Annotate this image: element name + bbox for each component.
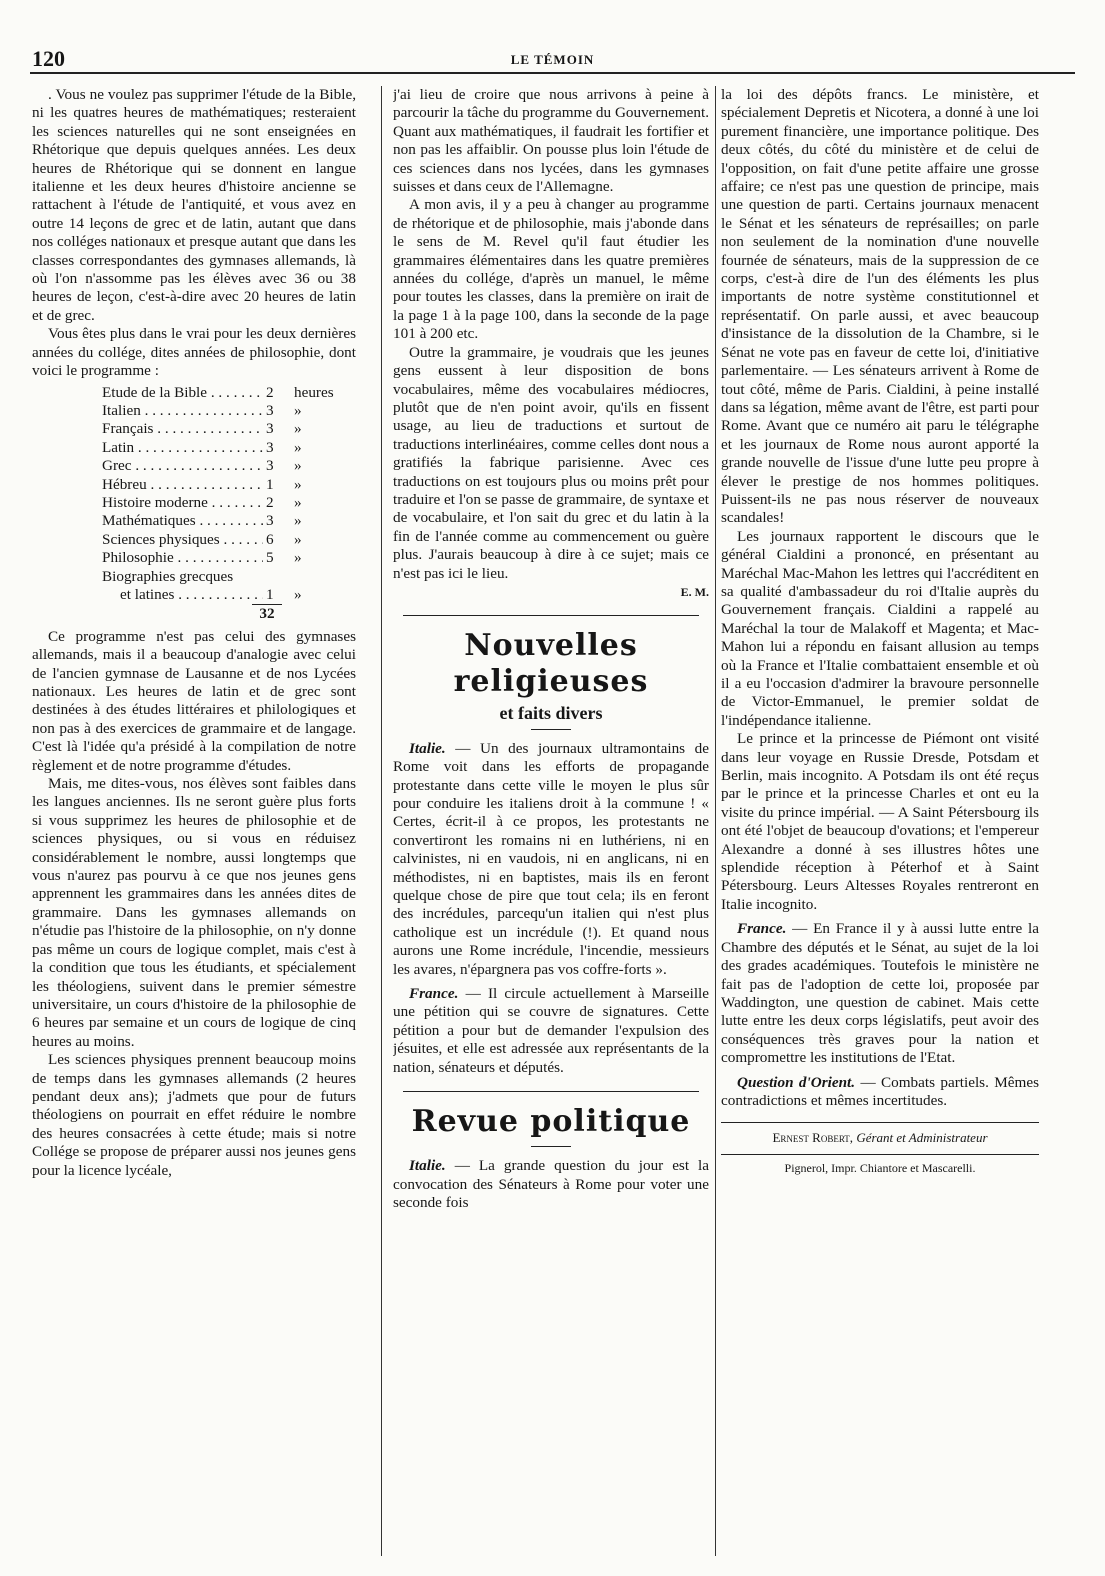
subject-unit: heures [294, 383, 334, 401]
schedule-row [102, 512, 342, 530]
schedule-row [102, 531, 342, 549]
news-text: — En France il y à aussi lutte entre la Chambre des députés et le Sénat, au sujet de la loi des grades académiques. Toutefois le ministère ne fait pas de l'adoption de cette loi, proposée par Waddington, une question de cabinet. Mais cette lutte entre les deux corps législatifs, peut avoir des conséquences très graves pour la nation et compromettre les institutions de l'Etat. [721, 920, 1039, 1067]
subject-unit: » [294, 493, 302, 511]
schedule-row [102, 402, 342, 420]
subject-hours: 1 [263, 476, 294, 494]
manager-name: Ernest Robert, [772, 1130, 854, 1146]
column-1 [32, 86, 356, 1566]
news-item [393, 1157, 709, 1212]
schedule-row [102, 457, 342, 475]
schedule-total: 32 [252, 604, 282, 623]
subject-hours: 3 [263, 512, 294, 530]
column-2 [393, 86, 709, 1566]
paragraph: Mais, me dites-vous, nos élèves sont faibles dans les langues anciennes. Ils ne seront guère plus forts si vous supprimez les heures de philosophie et de sciences physiques, ou si vous en réduisez considérablement le nombre, aussi longtemps que vous n'aurez pas pourvu à ce que nos jeunes gens apprennent les grammaires dans les années dites de grammaire. Dans les gymnases allemands on n'étudie pas l'histoire de la philosophie, on n'y donne pas même un cours de logique complet, mais c'est à la condition que tous les étudiants, et spécialement les théologiens, suivent dans le premier sémestre universitaire, un cours d'histoire de la philosophie de 6 heures par semaine et un cours de logique de cinq heures au moins. [32, 775, 356, 1050]
subject-hours: 3 [263, 457, 294, 475]
subject-name: Latin . . . [102, 439, 263, 457]
subject-hours: 3 [263, 402, 294, 420]
news-item [721, 920, 1039, 1067]
subject-unit: » [294, 475, 302, 493]
paragraph: la loi des dépôts francs. Le ministère, et spécialement Depretis et Nicotera, a donné à une loi purement financière, une importance politique. Des deux côtés, du côté du ministère et de celui de l'opposition, on fait d'une petite affaire une grosse affaire; ce n'est pas une question de principe, mais une question de parti. Certains journaux menacent le Sénat et les sénateurs de représailles; on parle non seulement de la nomination d'une nouvelle fournée de sénateurs, mais de la suppression de ce corps, c'est-à dire de l'un des éléments les plus importants de notre système constitutionnel et représentatif. On parle aussi, et avec beaucoup d'insistance de la dissolution de la Chambre, si le Sénat ne vote pas en faveur de cette loi, d'initiative parlementaire. — Les sénateurs arrivent à Rome de tout côté, même de Paris. Cialdini, à peine installé dans sa légation, même avant de l'être, est parti pour Rome. Avant que ce numéro ait paru le télégraphe et les journaux de Rome nous auront apporté la grande nouvelle de l'issue d'une lutte peu propre à élever le prestige de nos hommes politiques. Puissent-ils ne pas nous réserver de nouveaux scandales! [721, 86, 1039, 527]
schedule-row [102, 494, 342, 512]
column-divider-1 [381, 86, 382, 1556]
program-schedule [102, 384, 342, 624]
country-label: France. [409, 985, 459, 1003]
subject-name: Etude de la Bible . . . [102, 384, 263, 402]
subject-name: Sciences physiques . . . [102, 531, 263, 549]
paragraph: Le prince et la princesse de Piémont ont visité dans leur voyage en Russie Dresde, Potsdam et Berlin, mais incognito. A Potsdam ils ont été reçus par le prince et la princesse Charles et ont eu la visite du prince impérial. — A Saint Pétersbourg ils ont été l'objet de beaucoup d'ovations; et l'empereur Alexandre a donné à ses illustres hôtes une splendide réception à Péterhof et à Saint Pétersbourg. Leurs Altesses Royales rentreront en Italie incognito. [721, 730, 1039, 913]
schedule-row-label: Biographies grecques [102, 567, 234, 585]
section-title: Revue politique [411, 1104, 691, 1140]
subject-unit: » [294, 585, 302, 603]
column-divider-2 [715, 86, 716, 1556]
page-number: 120 [32, 46, 65, 71]
short-rule [531, 729, 571, 730]
paragraph: Ce programme n'est pas celui des gymnases allemands, mais il a beaucoup d'analogie avec celui de l'ancien gymnase de Lausanne et de nos Lycées nationaux. Les heures de latin et de grec sont destinées à des études littéraires et philologiques et non pas à des exercices de grammaire et de langage. C'est là l'idée qu'a présidé à la compilation de notre règlement et de notre programme d'études. [32, 627, 356, 774]
section-rule [403, 615, 699, 616]
subject-unit: » [294, 530, 302, 548]
section-rule [403, 1091, 699, 1092]
subject-unit: » [294, 438, 302, 456]
subject-name: Italien . . . [102, 402, 263, 420]
schedule-row [102, 384, 342, 402]
author-signature: E. M. [680, 584, 709, 599]
schedule-row [102, 476, 342, 494]
short-rule [531, 1146, 571, 1147]
section-title: Nouvelles religieuses [453, 628, 649, 700]
section-subtitle: et faits divers [499, 703, 603, 724]
schedule-row [102, 439, 342, 457]
subject-hours: 6 [263, 531, 294, 549]
subject-name: Histoire moderne . . . [102, 494, 263, 512]
news-text: — Il circule actuellement à Marseille une pétition qui se couvre de signatures. Cette pétition a pour but de demander l'expulsion des jésuites, et elle est adressée aux représentants de la nation, sénateurs et députés. [393, 985, 709, 1076]
subject-unit: » [294, 549, 302, 567]
subject-hours: 3 [263, 439, 294, 457]
publisher-imprint [721, 1122, 1039, 1147]
paragraph: j'ai lieu de croire que nous arrivons à peine à parcourir la tâche du programme du Gouvernement. Quant aux mathématiques, il faudrait les fortifier et non pas les affaiblir. On pousse plus loin l'étude de ces sciences dans nos lycées, dans les gymnases suisses et dans ceux de l'Allemagne. [393, 86, 709, 196]
subject-name: Hébreu . . . [102, 476, 263, 494]
subject-unit: » [294, 457, 302, 475]
subject-hours: 2 [263, 494, 294, 512]
news-text: — La grande question du jour est la convocation des Sénateurs à Rome pour voter une seconde fois [393, 1157, 709, 1211]
column-3 [721, 86, 1039, 1566]
paragraph: Les sciences physiques prennent beaucoup moins de temps dans les gymnases allemands (2 heures pendant deux ans); j'admets que pour de futurs théologiens on pourrait en effet réduire le nombre des heures consacrées à cette étude; mais si notre Collége se propose de préparer aussi nos jeunes gens pour la licence lycéale, [32, 1051, 356, 1179]
subject-name: Mathématiques . . . [102, 512, 263, 530]
subject-name: Grec . . . [102, 457, 263, 475]
subject-name: et latines . . . [102, 586, 263, 604]
news-item [393, 985, 709, 1077]
news-text: — Un des journaux ultramontains de Rome voit dans les efforts de propagande protestante dans cette ville le moyen le plus sûr pour conduire les italiens droit à la commune ! « Certes, écrit-il à ce propos, les protestants ne convertiront les romains ni en luthériens, ni en calvinistes, ni en vaudois, ni en anglicans, ni en méthodistes, ni en baptistes, mais ils en feront quelque chose de pire que tout cela; ils en feront des incrédules, parcequ'un italien qui n'est plus catholique est un incrédule (!). Et quand nous aurons une Rome incrédule, l'incendie, messieurs les avares, n'épargnera pas vos coffre-forts ». [393, 739, 709, 978]
news-item [393, 740, 709, 979]
country-label: Italie. [409, 1157, 446, 1175]
running-title: LE TÉMOIN [510, 52, 595, 67]
subject-name: Français . . . [102, 420, 263, 438]
paragraph: A mon avis, il y a peu à changer au programme de rhétorique et de philosophie, mais j'abonde dans le sens de M. Revel qu'il faut étudier les grammaires élémentaires dans les quatre premières années du collége, d'après un manuel, le même pour toutes les classes, dans la première on irait de la page 1 à la page 100, dans la seconde de la page 101 à 200 etc. [393, 196, 709, 343]
news-text: — Combats partiels. Mêmes contradictions et mêmes incertitudes. [721, 1073, 1039, 1109]
subject-hours: 1 [263, 586, 294, 604]
country-label: France. [737, 920, 787, 938]
subject-hours: 2 [263, 384, 294, 402]
paragraph: Outre la grammaire, je voudrais que les jeunes gens eussent à leur disposition de bons vocabulaires, même des vocabulaires médiocres, plutôt que de n'en point avoir, qu'ils en fissent usage, au lieu de traductions et surtout de traductions interlinéaires, comme celles dont nous a gratifiés la fabrique parisienne. Avec ces traductions on est toujours plus ou moins prêt pour traduire et l'on se passe de grammaire, de syntaxe et de vocabulaire, et l'on sait du grec et du latin à la fin de l'année comme au commencement ou guère plus. J'aurais beaucoup à dire à ce sujet; mais ce n'est pas ici le lieu. [393, 343, 709, 582]
paragraph: Les journaux rapportent le discours que le général Cialdini a prononcé, en présentant au Maréchal Mac-Mahon les lettres qui l'accréditent en sa qualité d'ambassadeur du roi d'Italie auprès du Gouvernement français. Cialdini a rappelé au Maréchal la tour de Malakoff et Magenta; et Mac-Mahon lui a répondu en faisant allusion au temps où la France et l'Italie combattaient ensemble et où il a eu l'occasion d'admirer la bravoure personnelle de Victor-Emmanuel, le premier soldat de l'indépendance italienne. [721, 527, 1039, 729]
schedule-row [102, 549, 342, 567]
paragraph: . Vous ne voulez pas supprimer l'étude de la Bible, ni les quatres heures de mathématiques; resteraient les sciences naturelles qui ne sont enseignées en Rhétorique que depuis quelques années. Les deux heures de Rhétorique qui se donnent en langue italienne et les deux heures d'histoire ancienne se rattachent à l'étude de l'antiquité, et vous avez en outre 14 leçons de grec et de latin, autant que dans nos colléges nationaux et presque autant que dans les classes correspondantes des gymnases allemands, là où l'on n'assomme pas les élèves avec 36 ou 38 heures de leçon, c'est-à-dire avec 20 heures de latin et de grec. [32, 86, 356, 324]
subject-unit: » [294, 512, 302, 530]
news-item [721, 1074, 1039, 1111]
header-rule [30, 72, 1075, 74]
paragraph: Vous êtes plus dans le vrai pour les deux dernières années du collége, dites années de philosophie, dont voici le programme : [32, 325, 356, 380]
subject-unit: » [294, 420, 302, 438]
printer-line: Pignerol, Impr. Chiantore et Mascarelli. [721, 1154, 1039, 1177]
schedule-row [102, 420, 342, 438]
subject-unit: » [294, 401, 302, 419]
subject-hours: 5 [263, 549, 294, 567]
country-label: Italie. [409, 739, 446, 757]
schedule-row [102, 586, 342, 604]
manager-role: Gérant et Administrateur [856, 1130, 988, 1146]
section-label: Question d'Orient. [737, 1073, 856, 1091]
subject-name: Philosophie . . . [102, 549, 263, 567]
subject-hours: 3 [263, 420, 294, 438]
